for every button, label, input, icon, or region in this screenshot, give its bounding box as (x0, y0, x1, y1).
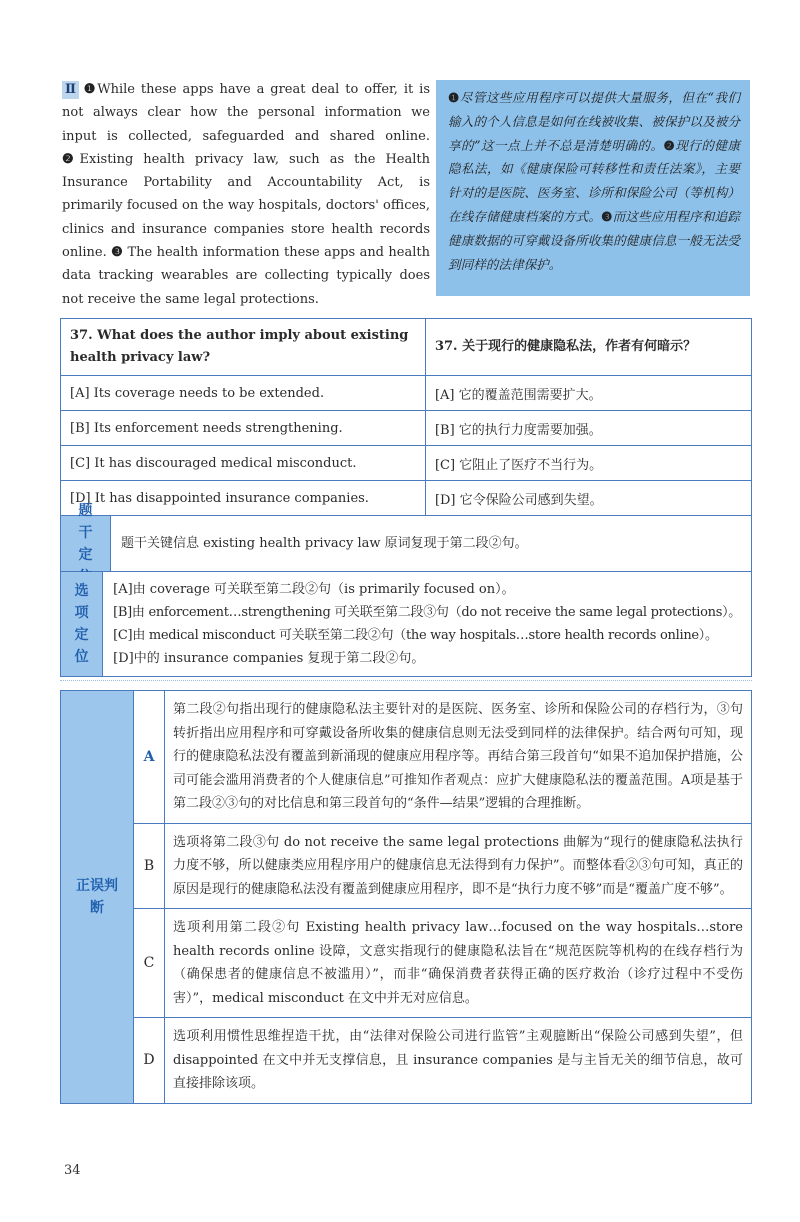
analysis-label: 正误判断 (61, 691, 134, 1103)
analysis-letter-a: A (134, 691, 165, 823)
option-locate-list (103, 572, 751, 676)
sentence-marker-1: ❶ (81, 82, 98, 97)
option-row-a (61, 376, 751, 411)
question-en: 37. What does the author imply about existing health privacy law? (61, 319, 426, 375)
option-d-zh: [D] 它令保险公司感到失望。 (434, 492, 603, 508)
passage-sentence-3: The health information these apps and health data tracking wearables are collecting typically does not receive the same legal protections. (62, 245, 430, 307)
translation-sentence-2: 现行的健康隐私法，如《健康保险可转移性和责任法案》，主要针对的是医院、医务室、诊所和保险公司（等机构）在线存储健康档案的方式。 (448, 137, 740, 224)
analysis-rows (134, 691, 751, 1103)
option-locate-row (61, 572, 751, 676)
question-header-row (61, 319, 751, 376)
question-table (60, 318, 752, 677)
analysis-table (60, 690, 752, 1104)
option-d-en: [D] It has disappointed insurance companies. (61, 481, 426, 515)
analysis-letter-c: C (134, 909, 165, 1017)
option-row-c (61, 446, 751, 481)
translation-box (436, 80, 750, 296)
option-locate-line-d: [D]中的 insurance companies 复现于第二段②句。 (113, 651, 425, 666)
analysis-text-b: 选项将第二段③句 do not receive the same legal protections 曲解为“现行的健康隐私法执行力度不够，所以健康类应用程序用户的健康信息无法得到有力保护”。而整体看②③句可知，真正的原因是现行的健康隐私法没有覆盖到健康应用程序，即不是“执行力度不够”而是“覆盖广度不够”。 (173, 834, 743, 897)
passage-paragraph (62, 78, 430, 311)
option-b-en: [B] Its enforcement needs strengthening. (61, 411, 426, 445)
option-a-en: [A] Its coverage needs to be extended. (61, 376, 426, 410)
translation-sentence-3: 而这些应用程序和追踪健康数据的可穿戴设备所收集的健康信息一般无法受到同样的法律保护。 (448, 208, 741, 272)
stem-locate-text: 题干关键信息 existing health privacy law 原词复现于第二段②句。 (121, 536, 528, 551)
paragraph-number-badge: Ⅱ (62, 81, 79, 99)
analysis-letter-b: B (134, 824, 165, 909)
passage-sentence-1: While these apps have a great deal to offer, it is not always clear how the personal information we input is collected, safeguarded and shared online. (62, 82, 431, 144)
question-zh: 37. 关于现行的健康隐私法，作者有何暗示？ (434, 339, 697, 354)
analysis-row-b (134, 824, 751, 910)
analysis-letter-d: D (134, 1018, 165, 1103)
sentence-marker-3: ❸ (111, 245, 124, 261)
option-c-en: [C] It has discouraged medical misconduct. (61, 446, 426, 480)
analysis-row-c (134, 909, 751, 1018)
trans-marker-2: ❷ (663, 137, 676, 153)
option-locate-line-a: [A]由 coverage 可关联至第二段②句（is primarily focused on）。 (113, 582, 515, 597)
analysis-row-a (134, 691, 751, 824)
option-row-d (61, 481, 751, 516)
analysis-text-c: 选项利用第二段②句 Existing health privacy law…focused on the way hospitals…store health records online 设障，文意实指现行的健康隐私法旨在“规范医院等机构的在线存档行为（确保患者的健康信息不被滥用）”，而非“确保消费者获得正确的医疗救治（诊疗过程中不受伤害）”，medical misconduct 在文中并无对应信息。 (173, 920, 743, 1006)
section-divider (60, 680, 752, 681)
trans-marker-3: ❸ (601, 208, 613, 224)
option-row-b (61, 411, 751, 446)
translation-sentence-1: 尽管这些应用程序可以提供大量服务，但在“我们输入的个人信息是如何在线被收集、被保护以及被分享的”这一点上并不总是清楚明确的。 (448, 90, 740, 153)
stem-locate-row (61, 502, 751, 572)
option-locate-line-c: [C]由 medical misconduct 可关联至第二段②句（the way hospitals…store health records online）。 (113, 628, 718, 643)
analysis-text-d: 选项利用惯性思维捏造干扰，由“法律对保险公司进行监管”主观臆断出“保险公司感到失望”，但 disappointed 在文中并无支撑信息，且 insurance companies 是与主旨无关的细节信息，故可直接排除该项。 (173, 1029, 743, 1091)
analysis-row-d (134, 1018, 751, 1103)
option-a-zh: [A] 它的覆盖范围需要扩大。 (434, 387, 602, 403)
stem-locate-label: 题干定 (61, 516, 111, 571)
passage-sentence-2: Existing health privacy law, such as the Health Insurance Portability and Accountability Act, is primarily focused on the way hospitals, doctors' offices, clinics and insurance companies store health records online. (62, 151, 430, 261)
page-number: 34 (64, 1163, 81, 1178)
option-c-zh: [C] 它阻止了医疗不当行为。 (434, 457, 603, 473)
trans-marker-1: ❶ (448, 90, 460, 105)
option-b-zh: [B] 它的执行力度需要加强。 (434, 422, 602, 438)
option-locate-line-b: [B]由 enforcement…strengthening 可关联至第二段③句（do not receive the same legal protections）。 (113, 605, 741, 620)
analysis-text-a: 第二段②句指出现行的健康隐私法主要针对的是医院、医务室、诊所和保险公司的存档行为，③句转折指出应用程序和可穿戴设备所收集的健康信息则无法受到同样的法律保护。结合两句可知，现行的健康隐私法没有覆盖到新涌现的健康应用程序等。再结合第三段首句“如果不追加保护措施，公司可能会滥用消费者的个人健康信息”可推知作者观点：应扩大健康隐私法的覆盖范围。A项是基于第二段②③句的对比信息和第三段首句的“条件—结果”逻辑的合理推断。 (173, 702, 743, 811)
sentence-marker-2: ❷ (62, 151, 80, 167)
option-locate-label: 选项定位 (61, 572, 103, 676)
